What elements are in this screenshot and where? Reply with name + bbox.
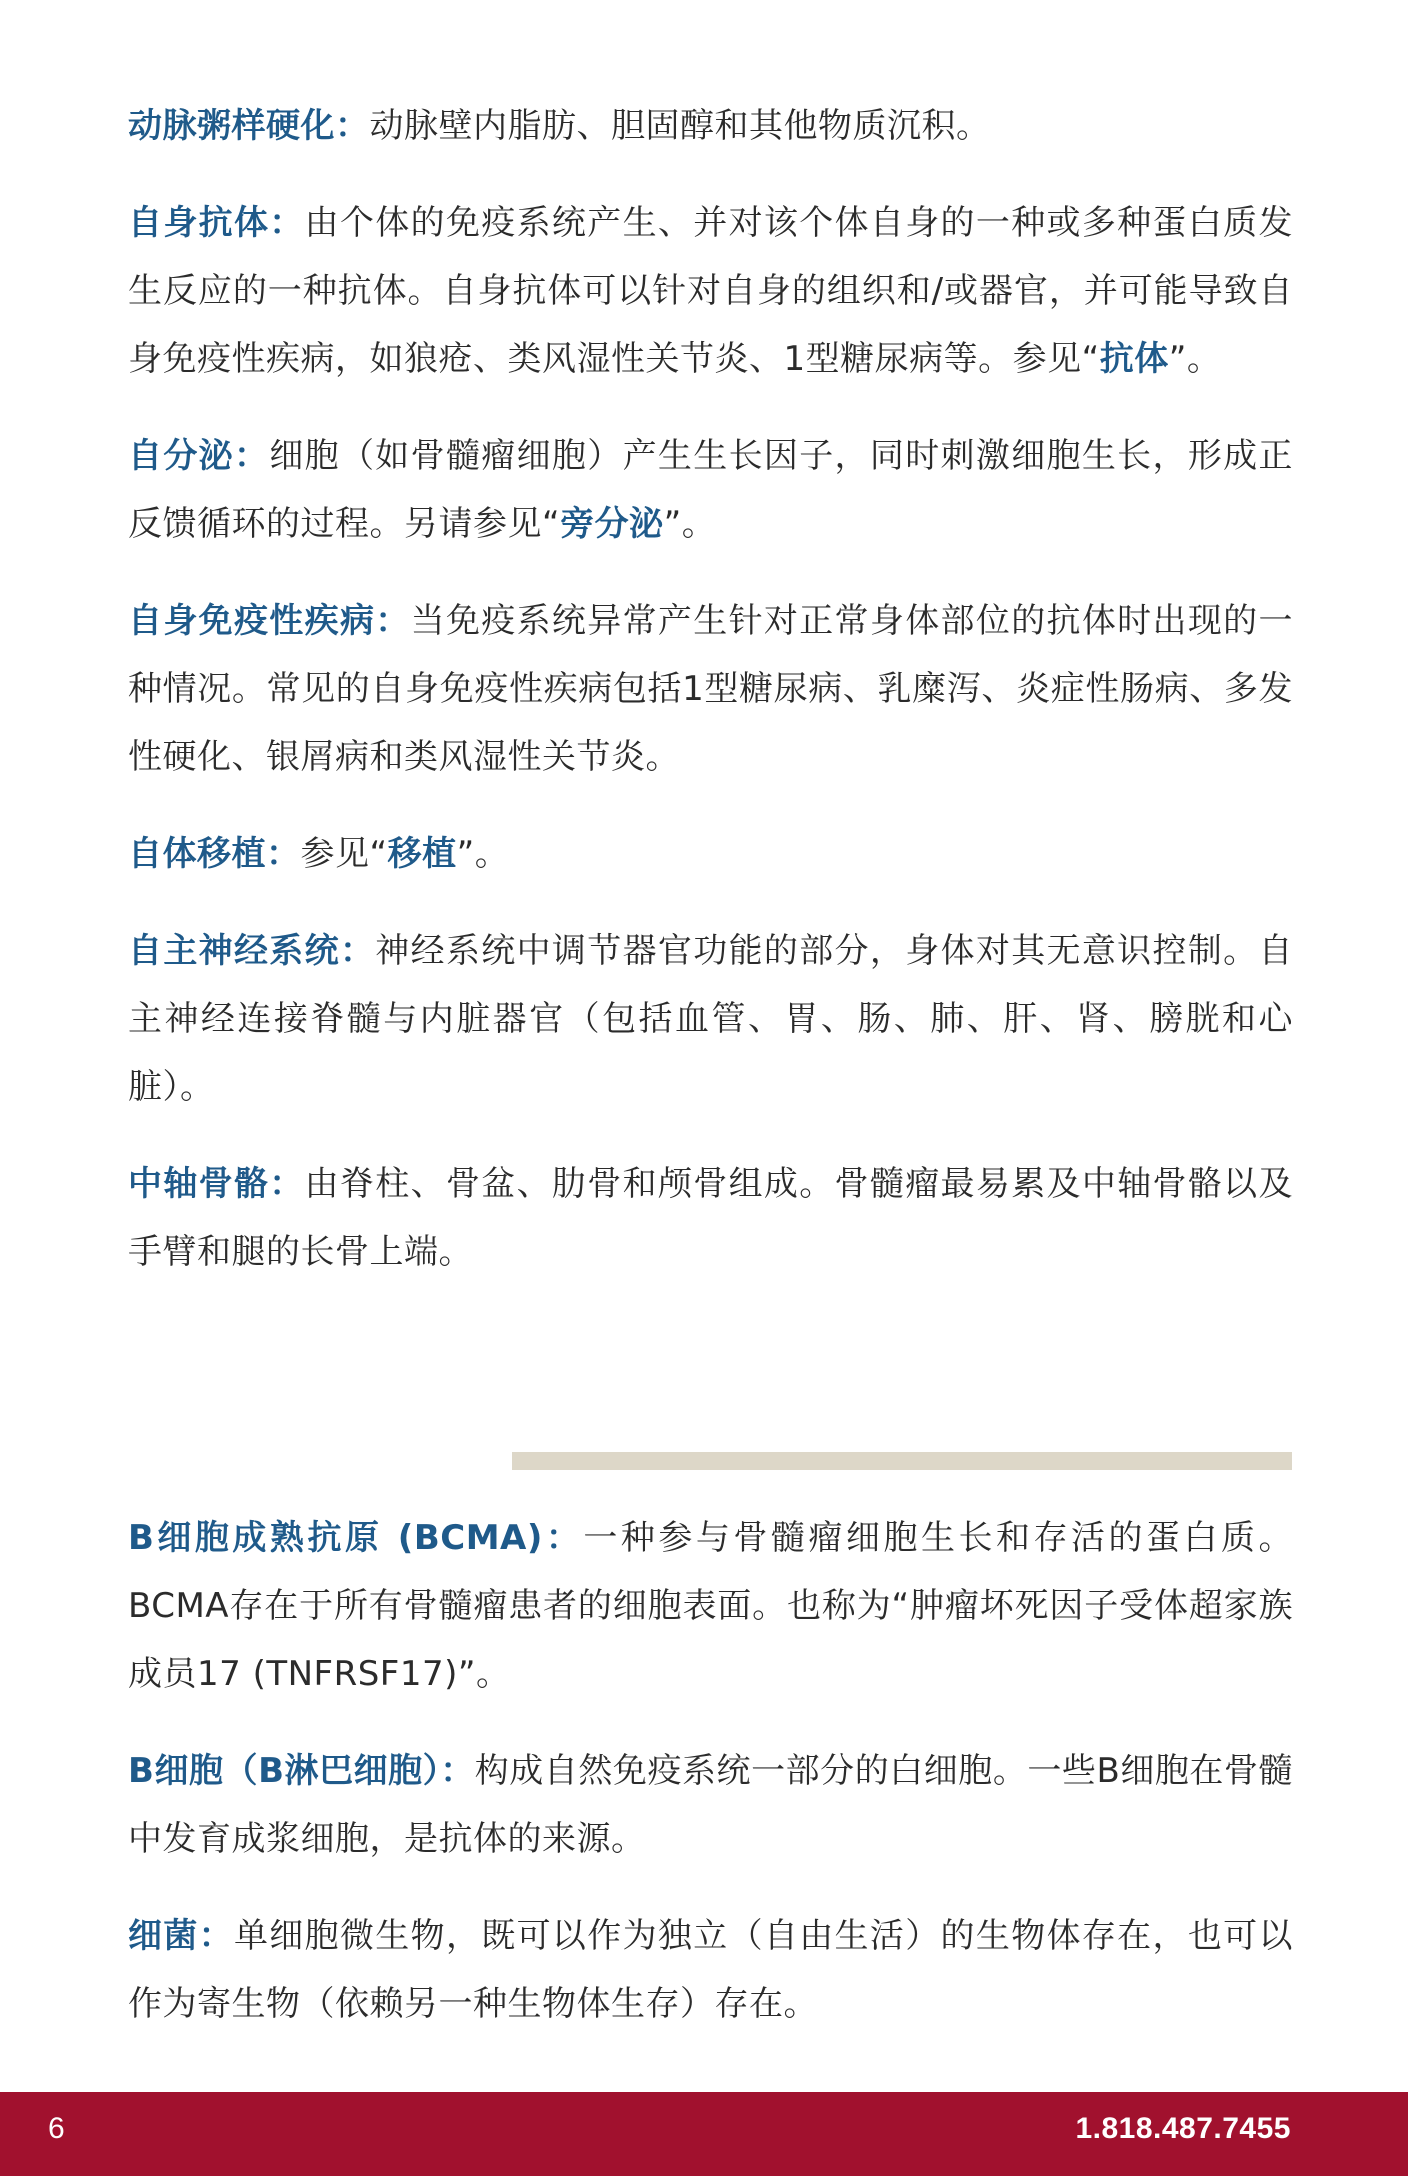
page-number: 6 [48,2112,65,2145]
glossary-definition: 当免疫系统异常产生针对正常身体部位的抗体时出现的一种情况。常见的自身免疫性疾病包括1型糖尿病、乳糜泻、炎症性肠病、多发性硬化、银屑病和类风湿性关节炎。 [128,601,1293,777]
glossary-entry [128,1150,1293,1286]
glossary-term: 自身抗体： [128,203,305,243]
glossary-section-a [128,92,1293,1315]
glossary-term: 自身免疫性疾病： [128,601,411,641]
glossary-definition: 动脉壁内脂肪、胆固醇和其他物质沉积。 [369,106,991,146]
glossary-entry [128,92,1293,160]
cross-reference-link[interactable]: 移植 [387,834,457,874]
phone-number[interactable]: 1.818.487.7455 [1075,2112,1291,2145]
glossary-definition-end: ”。 [456,834,510,874]
glossary-definition: 单细胞微生物，既可以作为独立（自由生活）的生物体存在，也可以作为寄生物（依赖另一种生物体生存）存在。 [128,1916,1293,2024]
glossary-definition: 由脊柱、骨盆、肋骨和颅骨组成。骨髓瘤最易累及中轴骨骼以及手臂和腿的长骨上端。 [128,1164,1293,1272]
glossary-definition: 构成自然免疫系统一部分的白细胞。一些B细胞在骨髓中发育成浆细胞，是抗体的来源。 [128,1751,1293,1859]
glossary-term: 自主神经系统： [128,931,376,971]
glossary-definition-end: ”。 [663,504,717,544]
glossary-definition: 一种参与骨髓瘤细胞生长和存活的蛋白质。BCMA存在于所有骨髓瘤患者的细胞表面。也称为“肿瘤坏死因子受体超家族成员17 (TNFRSF17)”。 [128,1518,1293,1694]
glossary-definition: 神经系统中调节器官功能的部分，身体对其无意识控制。自主神经连接脊髓与内脏器官（包括血管、胃、肠、肺、肝、肾、膀胱和心脏）。 [128,931,1293,1107]
glossary-entry [128,587,1293,791]
glossary-term: 自分泌： [128,436,270,476]
glossary-definition-end: ”。 [1168,339,1222,379]
glossary-definition: 参见“ [300,834,388,874]
section-divider [512,1452,1292,1470]
glossary-entry [128,1504,1293,1708]
glossary-term: 细菌： [128,1916,234,1956]
glossary-term: B细胞（B淋巴细胞）： [128,1751,475,1791]
glossary-term: 动脉粥样硬化： [128,106,370,146]
glossary-term: 中轴骨骼： [128,1164,305,1204]
glossary-entry [128,189,1293,393]
glossary-definition: 细胞（如骨髓瘤细胞）产生生长因子，同时刺激细胞生长，形成正反馈循环的过程。另请参见“ [128,436,1293,544]
glossary-term: B细胞成熟抗原 (BCMA)： [128,1518,584,1558]
glossary-definition: 由个体的免疫系统产生、并对该个体自身的一种或多种蛋白质发生反应的一种抗体。自身抗体可以针对自身的组织和/或器官，并可能导致自身免疫性疾病，如狼疮、类风湿性关节炎、1型糖尿病等。参见“ [128,203,1293,379]
cross-reference-link[interactable]: 抗体 [1099,339,1169,379]
glossary-term: 自体移植： [128,834,301,874]
glossary-entry [128,1737,1293,1873]
glossary-entry [128,422,1293,558]
page-footer [0,2092,1408,2176]
glossary-entry [128,1902,1293,2038]
glossary-section-b [128,1504,1293,2067]
glossary-entry [128,917,1293,1121]
cross-reference-link[interactable]: 旁分泌 [560,504,664,544]
glossary-entry [128,820,1293,888]
